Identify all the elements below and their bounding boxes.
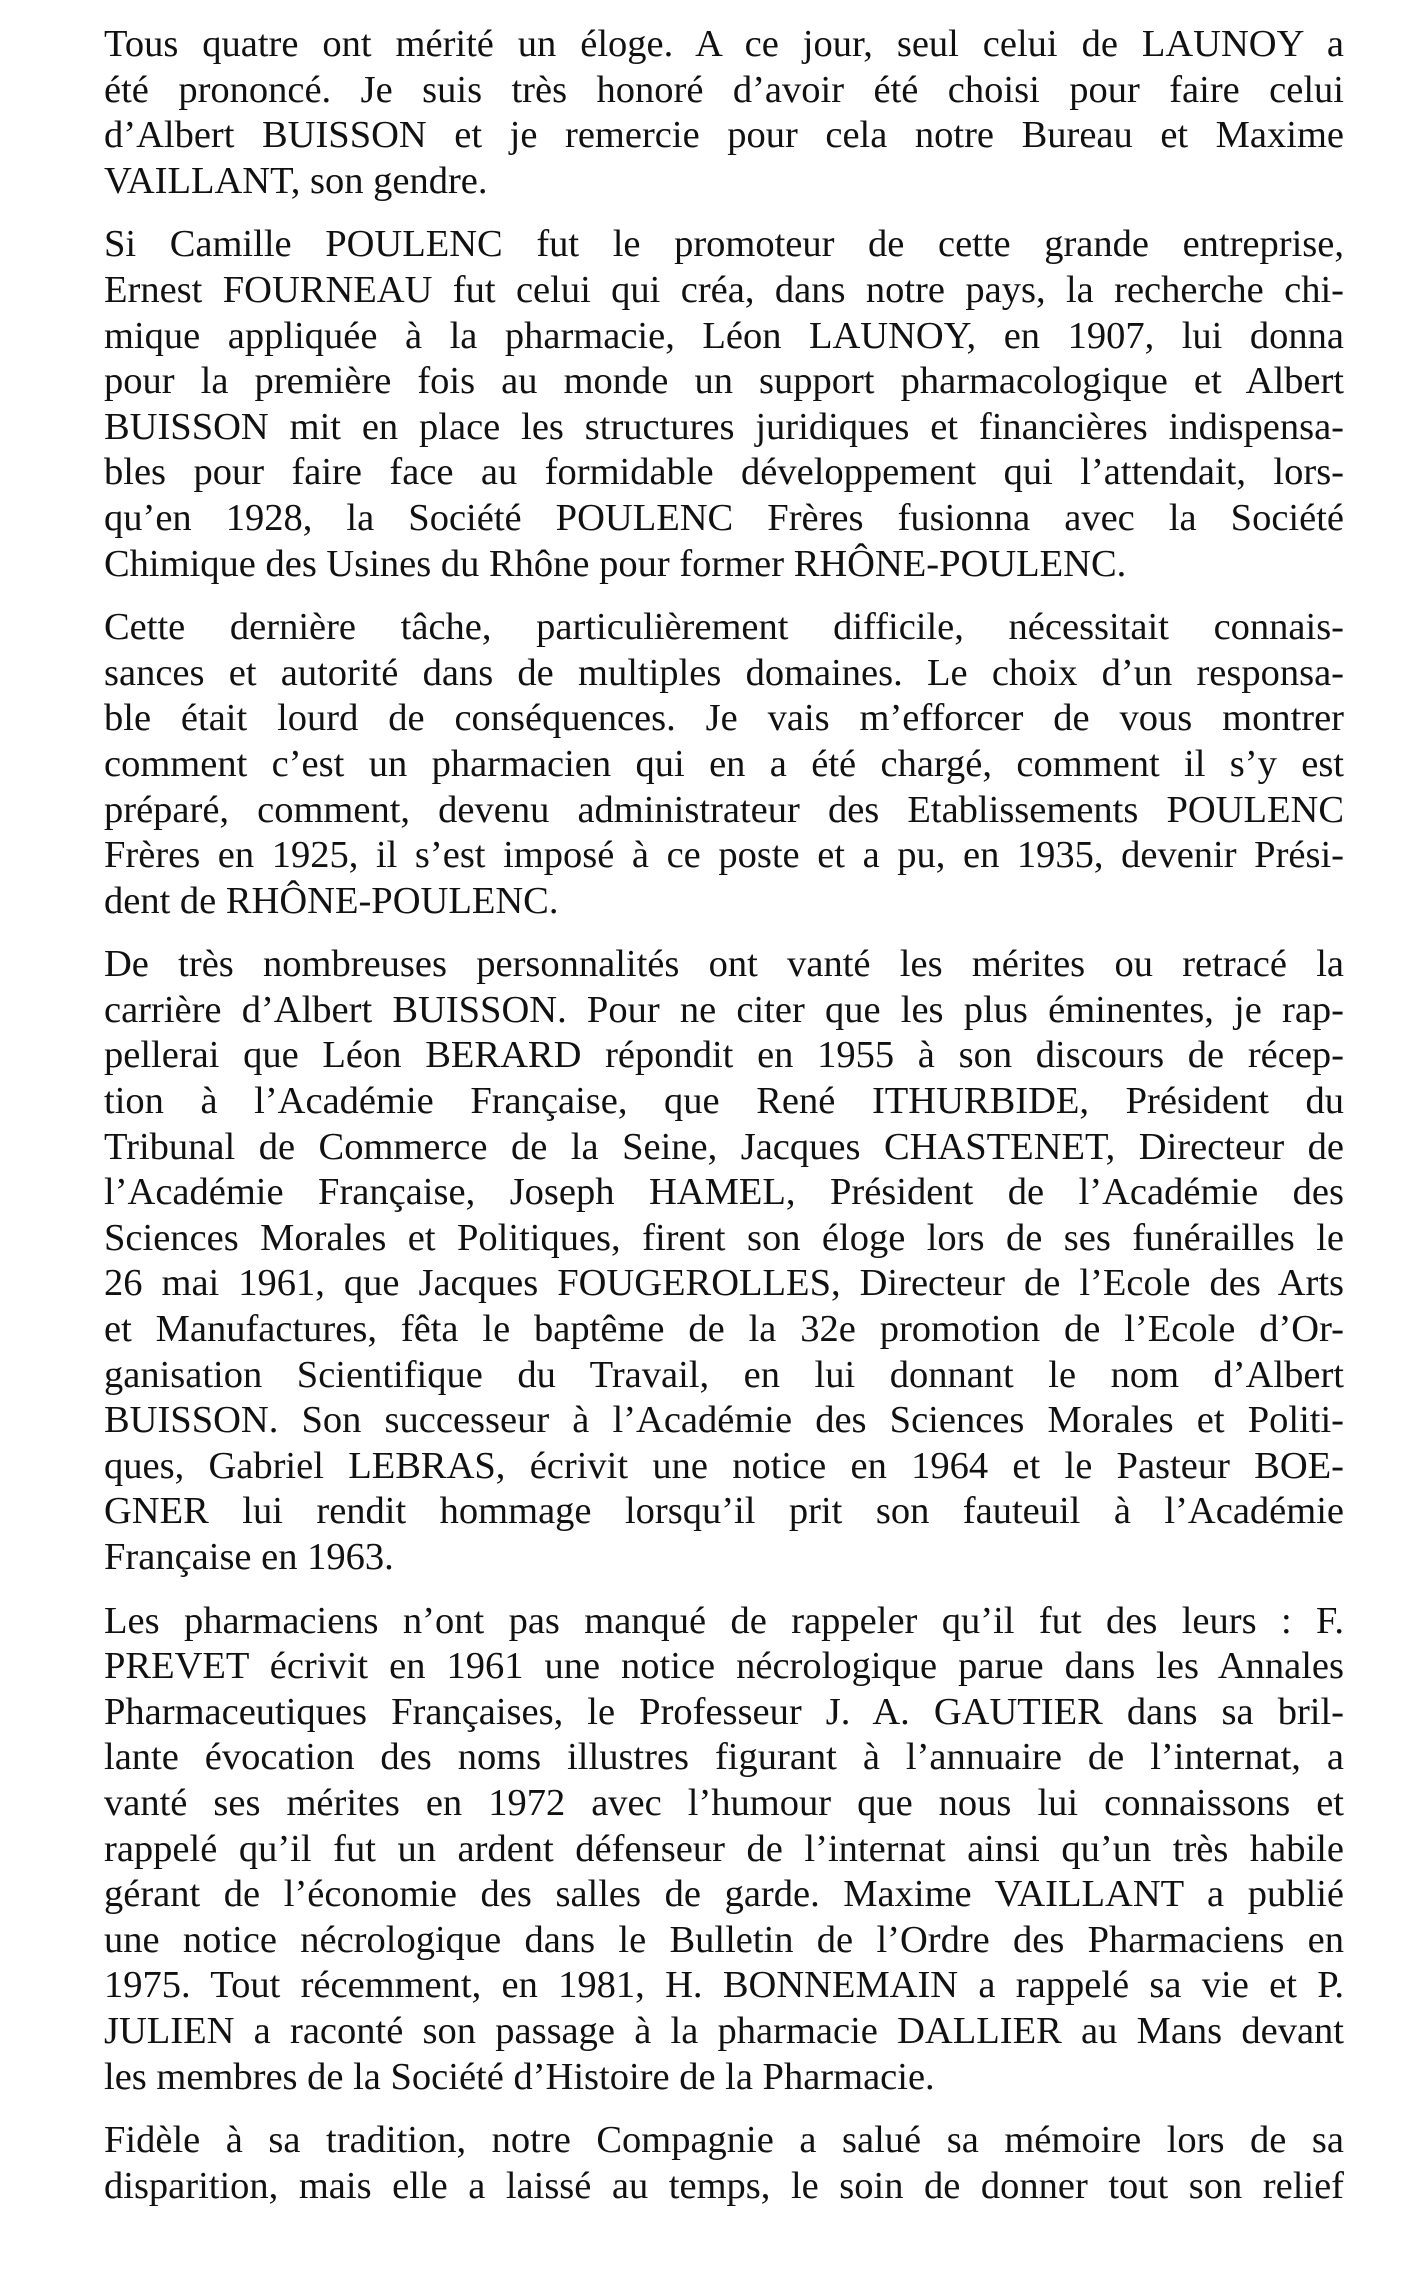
text-line: carrière d’Albert BUISSON. Pour ne citer que les plus éminentes, je rap- [104,988,1344,1031]
text-line: Frères en 1925, il s’est imposé à ce poste et a pu, en 1935, devenir Prési- [104,834,1344,877]
text-line: JULIEN a raconté son passage à la pharmacie DALLIER au Mans devant [104,2009,1344,2052]
paragraph-3 [104,605,1344,924]
text-line: Ernest FOURNEAU fut celui qui créa, dans notre pays, la recherche chi- [104,268,1344,311]
text-line: BUISSON mit en place les structures juridiques et financières indispensa- [104,405,1344,448]
text-line: les membres de la Société d’Histoire de la Pharmacie. [104,2055,935,2098]
text-line: PREVET écrivit en 1961 une notice nécrologique parue dans les Annales [104,1645,1344,1688]
text-line: GNER lui rendit hommage lorsqu’il prit son fauteuil à l’Académie [104,1490,1344,1533]
text-line: bles pour faire face au formidable développement qui l’attendait, lors- [104,451,1344,494]
text-line: Tous quatre ont mérité un éloge. A ce jour, seul celui de LAUNOY a [104,23,1344,65]
text-line: mique appliquée à la pharmacie, Léon LAUNOY, en 1907, lui donna [104,314,1344,357]
text-line: d’Albert BUISSON et je remercie pour cela notre Bureau et Maxime [104,114,1344,157]
text-line: été prononcé. Je suis très honoré d’avoir été choisi pour faire celui [104,68,1344,111]
text-line: dent de RHÔNE-POULENC. [104,879,559,922]
text-line: qu’en 1928, la Société POULENC Frères fusionna avec la Société [104,496,1344,539]
text-line: tion à l’Académie Française, que René ITHURBIDE, Président du [104,1080,1344,1123]
text-line: Française en 1963. [104,1536,394,1578]
text-line: Tribunal de Commerce de la Seine, Jacques CHASTENET, Directeur de [104,1125,1344,1168]
text-line: 26 mai 1961, que Jacques FOUGEROLLES, Directeur de l’Ecole des Arts [104,1262,1344,1305]
text-line: ganisation Scientifique du Travail, en lui donnant le nom d’Albert [104,1353,1344,1396]
text-line: vanté ses mérites en 1972 avec l’humour que nous lui connaissons et [104,1781,1344,1824]
text-line: Fidèle à sa tradition, notre Compagnie a salué sa mémoire lors de sa [104,2119,1344,2162]
text-line: BUISSON. Son successeur à l’Académie des Sciences Morales et Politi- [104,1399,1344,1442]
text-line: Si Camille POULENC fut le promoteur de cette grande entreprise, [104,223,1344,266]
text-line: lante évocation des noms illustres figurant à l’annuaire de l’internat, a [104,1736,1344,1779]
text-line: 1975. Tout récemment, en 1981, H. BONNEMAIN a rappelé sa vie et P. [104,1964,1344,2007]
text-line: Chimique des Usines du Rhône pour former RHÔNE-POULENC. [104,542,1127,585]
text-line: Cette dernière tâche, particulièrement difficile, nécessitait connais- [104,606,1344,649]
text-line: et Manufactures, fêta le baptême de la 32e promotion de l’Ecole d’Or- [104,1308,1344,1351]
text-line: Les pharmaciens n’ont pas manqué de rappeler qu’il fut des leurs : F. [104,1599,1344,1642]
text-line: rappelé qu’il fut un ardent défenseur de l’internat ainsi qu’un très habile [104,1827,1344,1870]
text-line: Sciences Morales et Politiques, firent son éloge lors de ses funérailles le [104,1216,1344,1259]
paragraph-4 [104,942,1344,1580]
document-page [104,22,1344,2227]
text-line: Pharmaceutiques Françaises, le Professeur J. A. GAUTIER dans sa bril- [104,1690,1344,1733]
text-line: De très nombreuses personnalités ont vanté les mérites ou retracé la [104,943,1344,986]
text-line: disparition, mais elle a laissé au temps, le soin de donner tout son relief [104,2164,1344,2207]
text-line: préparé, comment, devenu administrateur des Etablissements POULENC [104,788,1344,831]
text-line: une notice nécrologique dans le Bulletin de l’Ordre des Pharmaciens en [104,1918,1344,1961]
paragraph-5 [104,1599,1344,2101]
text-line: ble était lourd de conséquences. Je vais m’efforcer de vous montrer [104,697,1344,740]
text-line: pour la première fois au monde un support pharmacologique et Albert [104,360,1344,403]
text-line: gérant de l’économie des salles de garde. Maxime VAILLANT a publié [104,1873,1344,1916]
text-line: sances et autorité dans de multiples domaines. Le choix d’un responsa- [104,651,1344,694]
paragraph-1 [104,22,1344,204]
paragraph-2 [104,222,1344,587]
text-line: ques, Gabriel LEBRAS, écrivit une notice en 1964 et le Pasteur BOE- [104,1444,1344,1487]
text-line: VAILLANT, son gendre. [104,159,488,202]
text-line: l’Académie Française, Joseph HAMEL, Président de l’Académie des [104,1171,1344,1214]
paragraph-6 [104,2118,1344,2209]
text-line: pellerai que Léon BERARD répondit en 1955 à son discours de récep- [104,1034,1344,1077]
text-line: comment c’est un pharmacien qui en a été chargé, comment il s’y est [104,742,1344,785]
